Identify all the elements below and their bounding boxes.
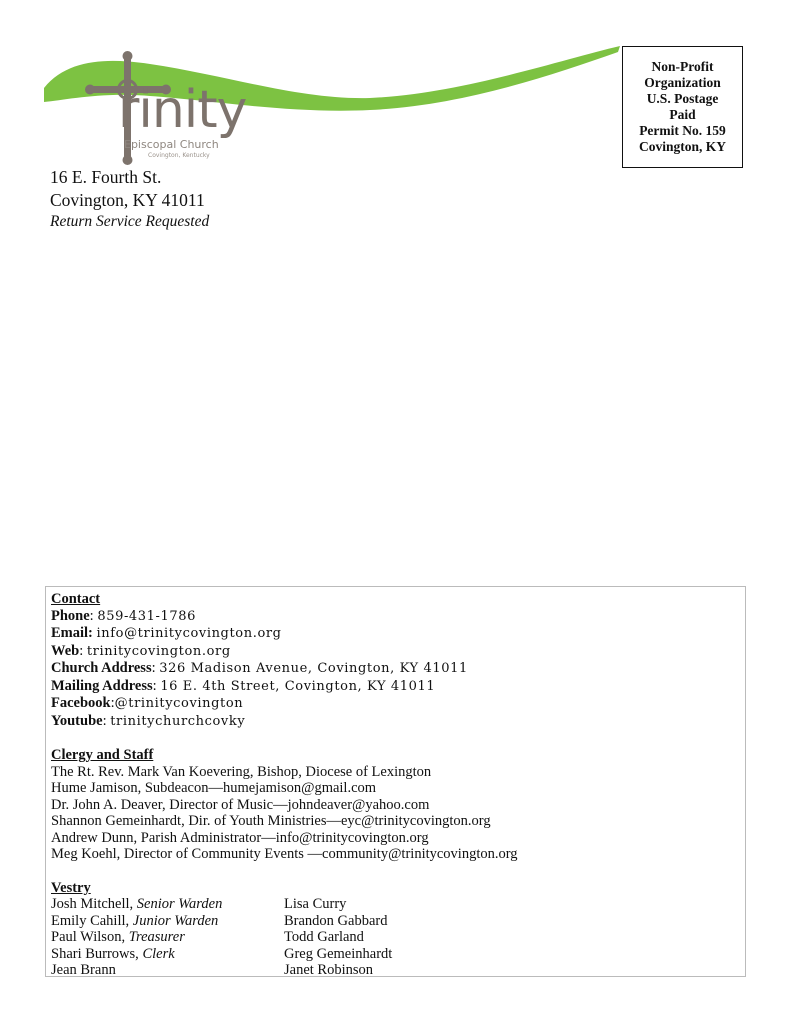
vestry-member: Janet Robinson — [284, 962, 374, 978]
contact-label: Web — [51, 642, 80, 659]
vestry-member — [51, 929, 284, 946]
clergy-title: Clergy and Staff — [51, 747, 154, 763]
contact-phone — [51, 608, 745, 626]
staff-line: Hume Jamison, Subdeacon—humejamison@gmail.com — [51, 780, 377, 796]
vestry-member — [51, 962, 284, 979]
staff-line: Dr. John A. Deaver, Director of Music—johndeaver@yahoo.com — [51, 796, 430, 813]
vestry-title: Vestry — [51, 879, 91, 896]
contact-church-address — [51, 660, 745, 678]
vestry-member: Greg Gemeinhardt — [284, 945, 393, 962]
vestry-list — [51, 896, 745, 979]
staff-line: Shannon Gemeinhardt, Dir. of Youth Ministries—eyc@trinitycovington.org — [51, 813, 491, 829]
permit-line: Permit No. 159 — [639, 123, 726, 138]
return-address-line2: Covington, KY 41011 — [50, 190, 205, 210]
return-address-line1: 16 E. Fourth St. — [50, 167, 162, 187]
contact-label: Facebook — [51, 695, 111, 711]
contact-label: Youtube — [51, 712, 103, 729]
permit-line: U.S. Postage — [646, 91, 719, 106]
contact-sep: : — [79, 642, 87, 659]
contact-label: Email: — [51, 625, 93, 641]
contact-mailing-address — [51, 678, 745, 696]
contact-value: 859-431-1786 — [97, 608, 197, 624]
permit-line: Non-Profit — [651, 59, 714, 74]
info-panel — [45, 586, 746, 977]
contact-value: 16 E. 4th Street, Covington, KY 41011 — [160, 678, 436, 694]
logo-wordmark: rinity — [118, 80, 247, 140]
contact-sep: : — [110, 695, 115, 711]
contact-label: Mailing Address — [51, 677, 153, 694]
permit-line: Organization — [644, 75, 721, 90]
vestry-member: Brandon Gabbard — [284, 912, 388, 929]
contact-value: @trinitycovington — [114, 696, 244, 711]
vestry-role: Clerk — [142, 945, 175, 962]
vestry-name: Jean Brann — [51, 962, 116, 978]
contact-value: 326 Madison Avenue, Covington, KY 41011 — [159, 661, 468, 676]
logo-location: Covington, Kentucky — [148, 152, 210, 159]
postage-permit-box — [622, 46, 743, 168]
staff-line: Meg Koehl, Director of Community Events —community@trinitycovington.org — [51, 846, 518, 862]
vestry-member — [51, 896, 284, 913]
vestry-member — [51, 946, 284, 963]
contact-title: Contact — [51, 591, 101, 607]
contact-label: Phone — [51, 607, 90, 624]
contact-facebook — [51, 695, 745, 713]
contact-email — [51, 625, 745, 643]
vestry-role: Senior Warden — [136, 896, 223, 912]
logo-subtitle: Episcopal Church — [124, 138, 219, 151]
permit-line: Paid — [669, 107, 696, 122]
vestry-name: Emily Cahill, — [51, 912, 133, 929]
contact-youtube — [51, 713, 745, 731]
contact-sep: : — [151, 660, 160, 676]
contact-value: trinitychurchcovky — [110, 713, 246, 729]
contact-web — [51, 643, 745, 661]
vestry-name: Shari Burrows, — [51, 945, 143, 962]
contact-value: info@trinitycovington.org — [96, 626, 282, 641]
vestry-name: Josh Mitchell, — [51, 896, 137, 912]
return-address — [50, 166, 209, 232]
contact-sep: : — [102, 712, 111, 729]
staff-line: The Rt. Rev. Mark Van Koevering, Bishop, Diocese of Lexington — [51, 763, 432, 780]
vestry-role: Treasurer — [128, 929, 185, 945]
vestry-name: Paul Wilson, — [51, 929, 129, 945]
return-service-note: Return Service Requested — [50, 213, 210, 230]
vestry-member — [51, 913, 284, 930]
contact-sep: : — [152, 677, 161, 694]
contact-label: Church Address — [51, 660, 152, 676]
vestry-member: Todd Garland — [284, 929, 364, 945]
permit-line: Covington, KY — [638, 139, 726, 154]
staff-line: Andrew Dunn, Parish Administrator—info@trinitycovington.org — [51, 829, 429, 846]
contact-sep: : — [89, 607, 98, 624]
vestry-role: Junior Warden — [132, 912, 219, 929]
vestry-member: Lisa Curry — [284, 896, 347, 912]
contact-value: trinitycovington.org — [86, 643, 231, 659]
